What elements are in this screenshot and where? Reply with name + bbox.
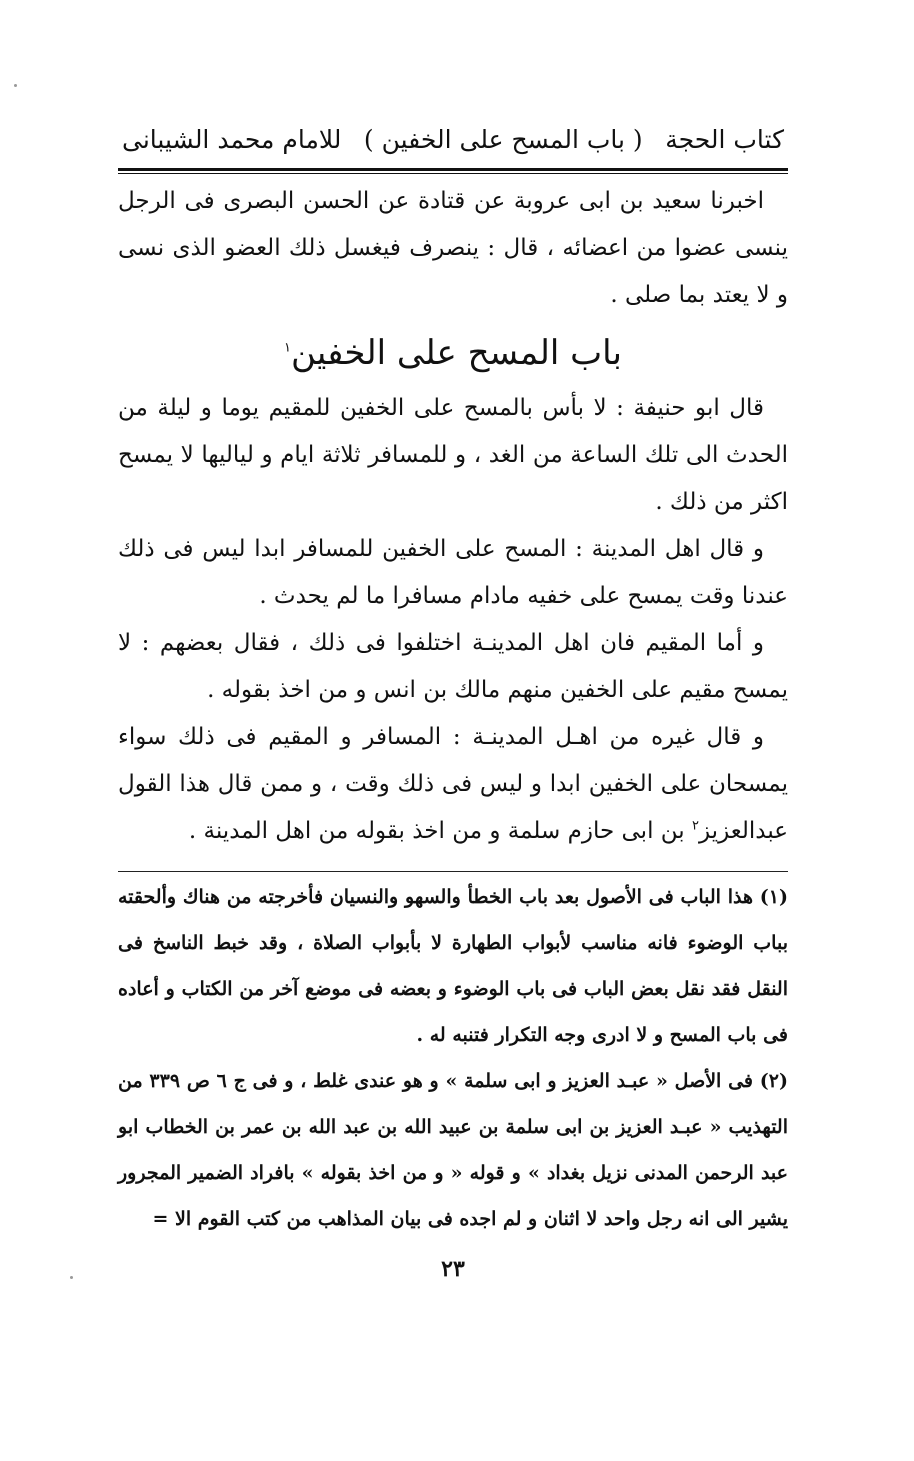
scan-speck	[70, 1276, 73, 1279]
paragraph: و أما المقيم فان اهل المدينـة اختلفوا فى ذلك ، فقال بعضهم : لا يمسح مقيم على الخفين منهم مالك بن انس و من اخذ بقوله .	[118, 630, 788, 703]
paragraph-text: و قال غيره من اهـل المدينـة : المسافر و المقيم فى ذلك سواء يمسحان على الخفين ابدا و ليس فى ذلك وقت ، و ممن قال هذا القول عبدالعزيز	[118, 724, 788, 844]
paragraph: قال ابو حنيفة : لا بأس بالمسح على الخفين للمقيم يوما و ليلة من الحدث الى تلك الساعة من الغد ، و للمسافر ثلاثة ايام و لياليها لا يمسح اكثر من ذلك .	[118, 395, 788, 515]
footnote: (١) هذا الباب فى الأصول بعد باب الخطأ والسهو والنسيان فأخرجته من هناك وألحقته بباب الوضوء فانه مناسب لأبواب الطهارة لا بأبواب الصلاة ، وقد خبط الناسخ فى النقل فقد نقل بعض الباب فى باب الوضوء و بعضه فى موضع آخر من الكتاب و أعاده فى باب المسح و لا ادرى وجه التكرار فتنبه له .	[118, 886, 788, 1046]
footnote: (٢) فى الأصل « عبـد العزيز و ابى سلمة » و هو عندى غلط ، و فى ج ٦ ص ٣٣٩ من التهذيب « عبـد العزيز بن ابى سلمة بن عبيد الله بن عبد الله بن عمر بن الخطاب ابو عبد الرحمن المدنى نزيل بغداد » و قوله « و من اخذ بقوله » بافراد الضمير المجرور يشير الى انه رجل واحد لا اثنان و لم اجده فى بيان المذاهب من كتب القوم الا =	[118, 1070, 788, 1230]
paragraph: اخبرنا سعيد بن ابى عروبة عن قتادة عن الحسن البصرى فى الرجل ينسى عضوا من اعضائه ، قال : ينصرف فيغسل ذلك العضو الذى نسى و لا يعتد بما صلى .	[118, 188, 788, 308]
main-text	[118, 178, 788, 855]
paragraph-text: بن ابى حازم سلمة و من اخذ بقوله من اهل المدينة .	[188, 818, 685, 844]
document-page	[118, 118, 788, 1282]
footnote-marker: ٢	[692, 818, 699, 834]
footnotes	[118, 874, 788, 1242]
header-chapter-title: ( باب المسح على الخفين )	[363, 125, 643, 154]
header-rule	[118, 168, 788, 174]
header-author: للامام محمد الشيبانى	[122, 125, 342, 154]
chapter-heading	[118, 323, 788, 383]
paragraph	[118, 714, 788, 855]
footnote-rule	[118, 871, 788, 872]
running-header	[118, 118, 788, 162]
chapter-heading-text: باب المسح على الخفين	[291, 333, 622, 373]
footnote-marker: ١	[284, 340, 291, 356]
scan-speck	[14, 84, 17, 87]
header-book-title: كتاب الحجة	[665, 125, 784, 154]
paragraph: و قال اهل المدينة : المسح على الخفين للمسافر ابدا ليس فى ذلك عندنا وقت يمسح على خفيه مادام مسافرا ما لم يحدث .	[118, 536, 788, 609]
page-number: ٢٣	[441, 1256, 465, 1282]
